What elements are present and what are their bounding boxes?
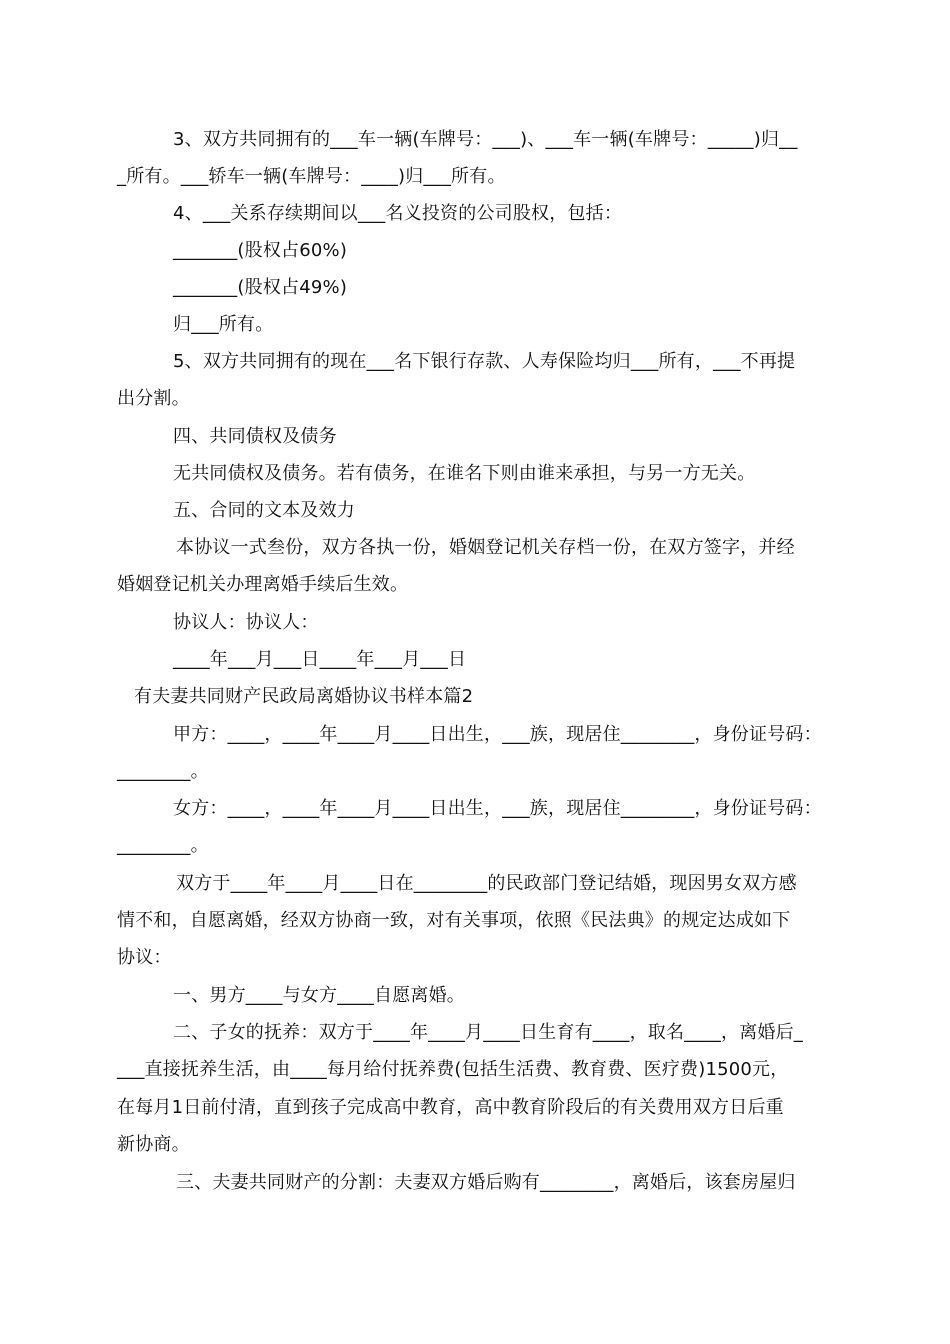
clause-2-line-4: 新协商。 (117, 1134, 190, 1155)
clause-3-line-2: _所有。___轿车一辆(车牌号：____)归___所有。 (117, 166, 506, 187)
clause-1-line: 一、男方____与女方____自愿离婚。 (173, 985, 465, 1006)
party-a-line-1: 甲方：____，____年____月____日出生，___族，现居住________，身份证号码： (173, 724, 822, 745)
signatories-line: 协议人：协议人： (173, 612, 319, 633)
equity-49-line: _______(股权占49%) (173, 277, 348, 298)
intro-line-1: 双方于____年____月____日在________的民政部门登记结婚，现因男女双方感 (176, 873, 797, 894)
party-b-line-2: ________。 (117, 835, 209, 856)
section-5-body-line-2: 婚姻登记机关办理离婚手续后生效。 (117, 574, 409, 595)
clause-4-line-1: 4、___关系存续期间以___名义投资的公司股权，包括： (173, 203, 623, 224)
clause-2-line-1: 二、子女的抚养：双方于____年____月____日生育有____，取名____，离婚后_ (173, 1022, 803, 1043)
clause-3-property-line: 三、夫妻共同财产的分割：夫妻双方婚后购有________，离婚后，该套房屋归 (176, 1172, 796, 1193)
equity-owner-line: 归___所有。 (173, 314, 274, 335)
clause-5-line-1: 5、双方共同拥有的现在___名下银行存款、人寿保险均归___所有，___不再提 (173, 351, 796, 372)
clause-5-line-2: 出分割。 (117, 388, 190, 409)
clause-2-line-3: 在每月1日前付清，直到孩子完成高中教育，高中教育阶段后的有关费用双方日后重 (117, 1097, 784, 1118)
section-5-heading: 五、合同的文本及效力 (173, 500, 355, 521)
intro-line-3: 协议： (117, 947, 172, 968)
clause-2-line-2: ___直接抚养生活，由____每月给付抚养费(包括生活费、教育费、医疗费)1500元， (117, 1059, 789, 1080)
section-4-heading: 四、共同债权及债务 (173, 426, 337, 447)
section-4-body: 无共同债权及债务。若有债务，在谁名下则由谁来承担，与另一方无关。 (173, 463, 756, 484)
section-5-body-line-1: 本协议一式叁份，双方各执一份，婚姻登记机关存档一份，在双方签字，并经 (176, 537, 795, 558)
party-a-line-2: ________。 (117, 761, 209, 782)
date-line: ____年___月___日____年___月___日 (173, 649, 467, 670)
equity-60-line: _______(股权占60%) (173, 240, 348, 261)
clause-3-line-1: 3、双方共同拥有的___车一辆(车牌号：___)、___车一辆(车牌号：_____)归__ (173, 129, 798, 150)
intro-line-2: 情不和，自愿离婚，经双方协商一致，对有关事项，依照《民法典》的规定达成如下 (117, 910, 791, 931)
sample-2-title: 有夫妻共同财产民政局离婚协议书样本篇2 (134, 686, 474, 707)
party-b-line-1: 女方：____，____年____月____日出生，___族，现居住________，身份证号码： (173, 798, 822, 819)
